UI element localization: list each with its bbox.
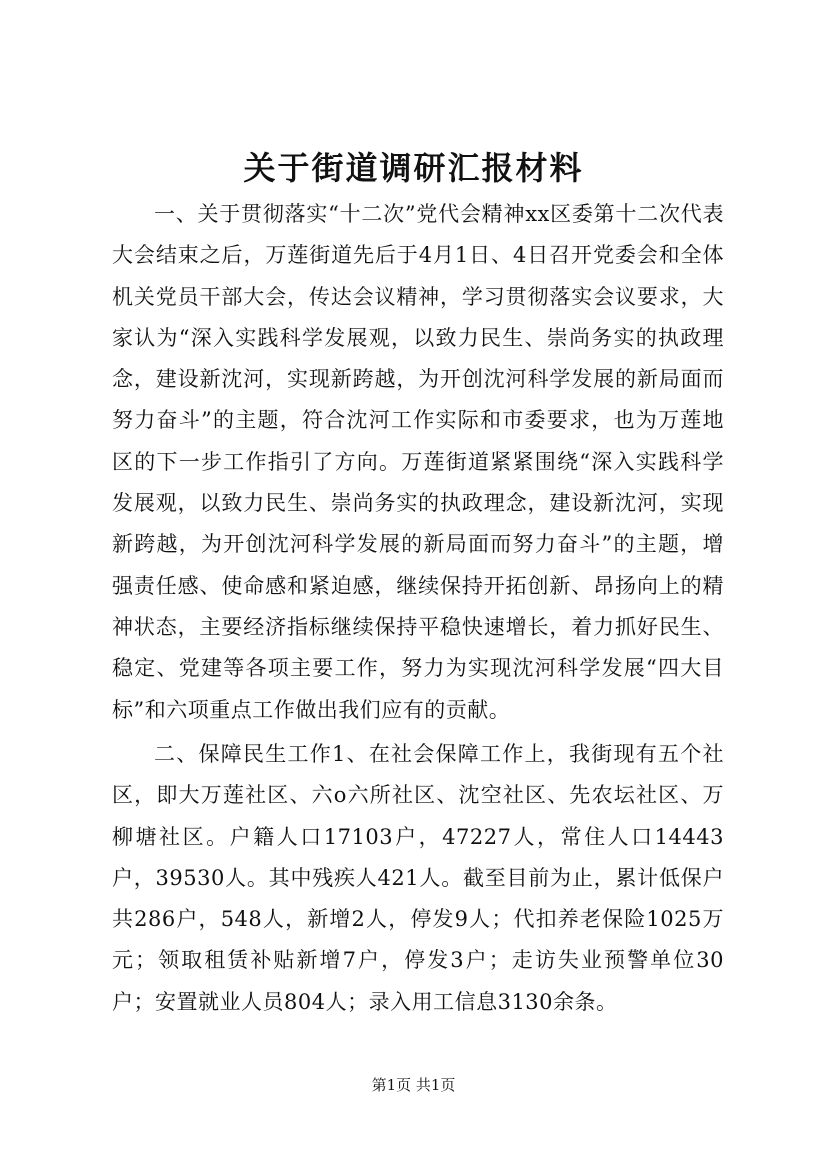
document-title: 关于街道调研汇报材料 [243,149,584,187]
page-footer: 第1页 共1页 [371,1076,456,1094]
paragraph-2: 二、保障民生工作1、在社会保障工作上，我街现有五个社区，即大万莲社区、六o六所社区、沈空社区、先农坛社区、万柳塘社区。户籍人口17103户，47227人，常住人口14443户，39530人。其中残疾人421人。截至目前为止，累计低保户共286户，548人，新增2人，停发9人；代扣养老保险1025万元；领取租赁补贴新增7户，停发3户；走访失业预警单位30户；安置就业人员804人；录入用工信息3130余条。 [112,742,724,1014]
paragraph-1: 一、关于贯彻落实“十二次”党代会精神xx区委第十二次代表大会结束之后，万莲街道先后于4月1日、4日召开党委会和全体机关党员干部大会，传达会议精神，学习贯彻落实会议要求，大家认为“深入实践科学发展观，以致力民生、崇尚务实的执政理念，建设新沈河，实现新跨越，为开创沈河科学发展的新局面而努力奋斗”的主题，符合沈河工作实际和市委要求，也为万莲地区的下一步工作指引了方向。万莲街道紧紧围绕“深入实践科学发展观，以致力民生、崇尚务实的执政理念，建设新沈河，实现新跨越，为开创沈河科学发展的新局面而努力奋斗”的主题，增强责任感、使命感和紧迫感，继续保持开拓创新、昂扬向上的精神状态，主要经济指标继续保持平稳快速增长，着力抓好民生、稳定、党建等各项主要工作，努力为实现沈河科学发展“四大目标”和六项重点工作做出我们应有的贡献。 [112,202,724,722]
